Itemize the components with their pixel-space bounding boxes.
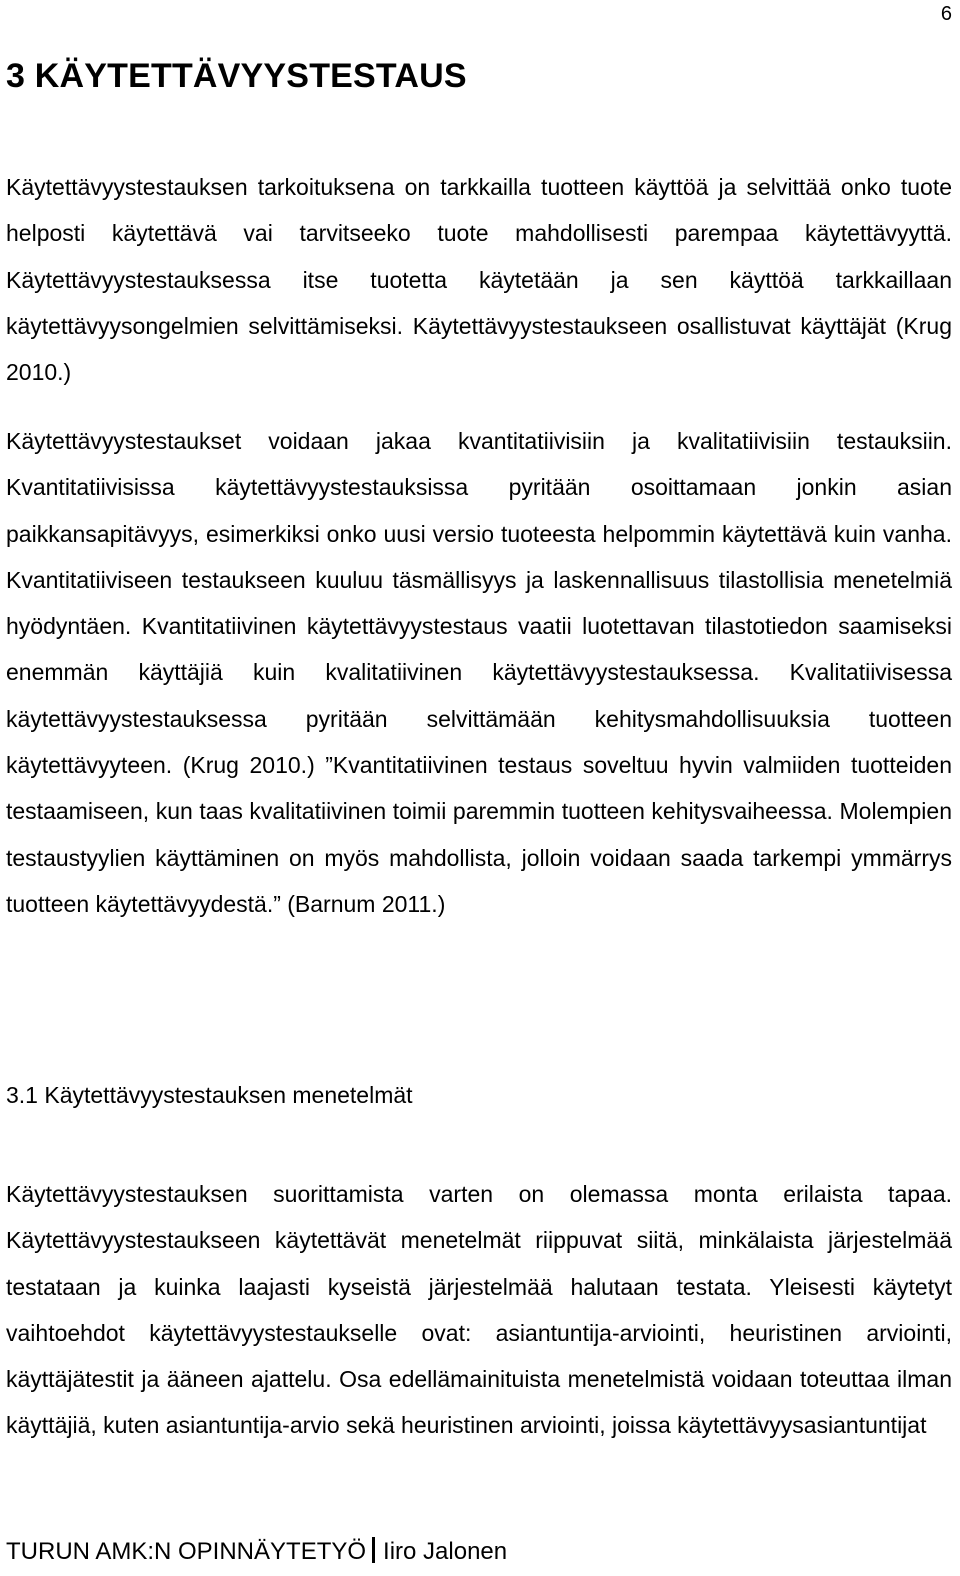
page-number: 6 — [940, 3, 952, 25]
footer-separator — [372, 1537, 375, 1563]
footer-publication: TURUN AMK:N OPINNÄYTETYÖ — [6, 1538, 367, 1565]
footer-author: Iiro Jalonen — [383, 1538, 508, 1565]
body-paragraph: Käytettävyystestauksen tarkoituksena on tarkkailla tuotteen käyttöä ja selvittää onko tuote helposti käytettävä vai tarvitseeko tuote mahdollisesti parempaa käytettävyyttä. Käytettävyystestauksessa itse tuotetta käytetään ja sen käyttöä tarkkaillaan käytettävyysongelmien selvittämiseksi. Käytettävyystestaukseen osallistuvat käyttäjät (Krug 2010.) — [6, 174, 952, 386]
section-heading: 3 KÄYTETTÄVYYSTESTAUS — [6, 57, 467, 95]
body-paragraph: Käytettävyystestaukset voidaan jakaa kvantitatiivisiin ja kvalitatiivisiin testauksiin. Kvantitatiivisissa käytettävyystestauksissa pyritään osoittamaan jonkin asian paikkansapitävyys, esimerkiksi onko uusi versio tuoteesta helpommin käytettävä kuin vanha. Kvantitatiiviseen testaukseen kuuluu täsmällisyys ja laskennallisuus tilastollisia menetelmiä hyödyntäen. Kvantitatiivinen käytettävyystestaus vaatii luotettavan tilastotiedon saamiseksi enemmän käyttäjiä kuin kvalitatiivinen käytettävyystestauksessa. Kvalitatiivisessa käytettävyystestauksessa pyritään selvittämään kehitysmahdollisuuksia tuotteen käytettävyyteen. (Krug 2010.) ”Kvantitatiivinen testaus soveltuu hyvin valmiiden tuotteiden testaamiseen, kun taas kvalitatiivinen toimii paremmin tuotteen kehitysvaiheessa. Molempien testaustyylien käyttäminen on myös mahdollista, jolloin voidaan saada tarkempi ymmärrys tuotteen käytettävyydestä.” (Barnum 2011.) — [6, 428, 952, 917]
body-paragraph: Käytettävyystestauksen suorittamista varten on olemassa monta erilaista tapaa. Käytettävyystestaukseen käytettävät menetelmät riippuvat siitä, minkälaista järjestelmää testataan ja kuinka laajasti kyseistä järjestelmää halutaan testata. Yleisesti käytetyt vaihtoehdot käytettävyystestaukselle ovat: asiantuntija-arviointi, heuristinen arviointi, käyttäjätestit ja ääneen ajattelu. Osa edellämainituista menetelmistä voidaan toteuttaa ilman käyttäjiä, kuten asiantuntija-arvio sekä heuristinen arviointi, joissa käytettävyysasiantuntijat — [6, 1181, 952, 1439]
subsection-heading: 3.1 Käytettävyystestauksen menetelmät — [6, 1082, 413, 1108]
page-footer — [6, 1536, 507, 1568]
